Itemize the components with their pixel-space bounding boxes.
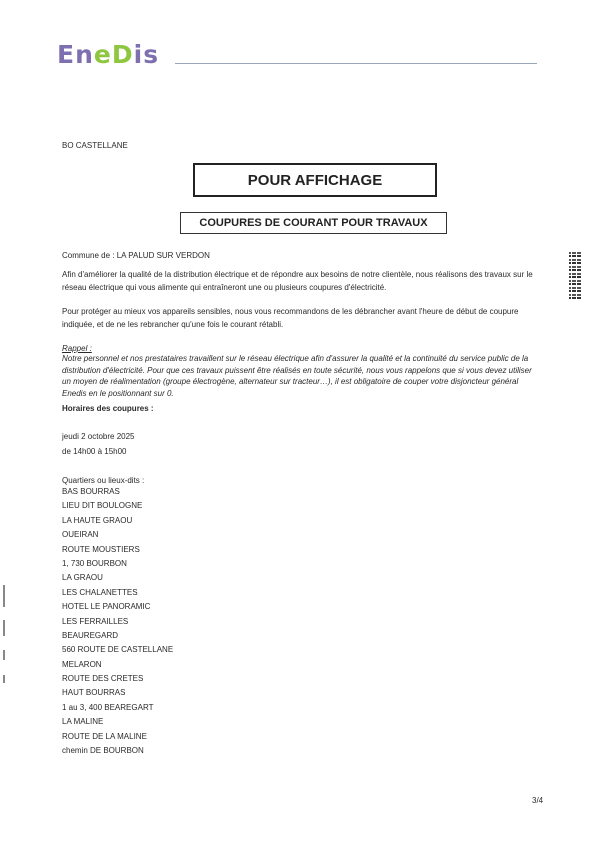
- subtitle-box: [180, 212, 447, 234]
- outage-time: de 14h00 à 15h00: [62, 446, 127, 456]
- page-title: POUR AFFICHAGE: [247, 171, 383, 189]
- scan-margin-mark: [3, 675, 5, 683]
- list-item: BEAUREGARD: [62, 630, 119, 640]
- rappel-text: Notre personnel et nos prestataires travaillent sur le réseau électrique afin d'assurer la qualité et la continuité du service public de la distribution d'électricité. Pour que ces travaux puissent être réalisés en toute sécurité, nous vous rappelons que si vous devez utiliser un moyen de réalimentation (groupe électrogène, alternateur sur tracteur…), il est obligatoire de couper votre disjoncteur général Enedis en le positionnant sur 0.: [62, 354, 532, 398]
- scan-margin-mark: [3, 620, 5, 636]
- list-item: ROUTE MOUSTIERS: [62, 544, 140, 554]
- outage-date: jeudi 2 octobre 2025: [62, 432, 135, 441]
- scan-margin-mark: [3, 585, 5, 607]
- rappel-title: Rappel :: [62, 344, 92, 353]
- list-item: 1, 730 BOURBON: [62, 558, 127, 568]
- list-item: 560 ROUTE DE CASTELLANE: [62, 645, 174, 655]
- unit-label: BO CASTELLANE: [62, 141, 128, 150]
- list-item: 1 au 3, 400 BEAREGART: [62, 702, 154, 712]
- logo-part-4: is: [133, 40, 160, 69]
- list-item: HAUT BOURRAS: [62, 688, 126, 698]
- advice-paragraph: Pour protéger au mieux vos appareils sensibles, nous vous recommandons de les débrancher avant l'heure de début de coupure indiquée, et de ne les rebrancher qu'une fois le courant rétabli.: [62, 307, 519, 329]
- quartiers-list: [62, 485, 173, 758]
- list-item: HOTEL LE PANORAMIC: [62, 602, 151, 612]
- title-box: [193, 163, 437, 197]
- intro-paragraph: Afin d'améliorer la qualité de la distribution électrique et de répondre aux besoins de notre clientèle, nous réalisons des travaux sur le réseau électrique qui vous alimente qui entraîneront une ou plusieurs coupures d'électricité.: [62, 270, 533, 292]
- list-item: LIEU DIT BOULOGNE: [62, 501, 143, 511]
- list-item: LA GRAOU: [62, 573, 103, 583]
- list-item: MELARON: [62, 659, 102, 669]
- logo-part-1: En: [57, 40, 94, 69]
- datamatrix-code: [569, 251, 581, 299]
- list-item: LES CHALANETTES: [62, 587, 138, 597]
- page-subtitle: COUPURES DE COURANT POUR TRAVAUX: [199, 217, 428, 229]
- horaires-title: Horaires des coupures :: [62, 404, 154, 413]
- list-item: LA MALINE: [62, 717, 104, 727]
- enedis-logo: [57, 40, 159, 69]
- list-item: OUEIRAN: [62, 530, 99, 540]
- header-rule: [175, 63, 537, 64]
- list-item: ROUTE DES CRETES: [62, 674, 144, 684]
- list-item: LA HAUTE GRAOU: [62, 515, 133, 525]
- list-item: chemin DE BOURBON: [62, 746, 144, 756]
- logo-part-2: e: [93, 40, 112, 69]
- list-item: LES FERRAILLES: [62, 616, 129, 626]
- list-item: ROUTE DE LA MALINE: [62, 731, 147, 741]
- quartiers-title: Quartiers ou lieux-dits :: [62, 476, 145, 485]
- list-item: BAS BOURRAS: [62, 487, 120, 496]
- commune-line: Commune de : LA PALUD SUR VERDON: [62, 251, 210, 260]
- logo-part-3: D: [111, 40, 134, 69]
- scan-margin-mark: [3, 650, 5, 660]
- page-number: 3/4: [532, 796, 544, 805]
- outage-schedule: [62, 430, 542, 459]
